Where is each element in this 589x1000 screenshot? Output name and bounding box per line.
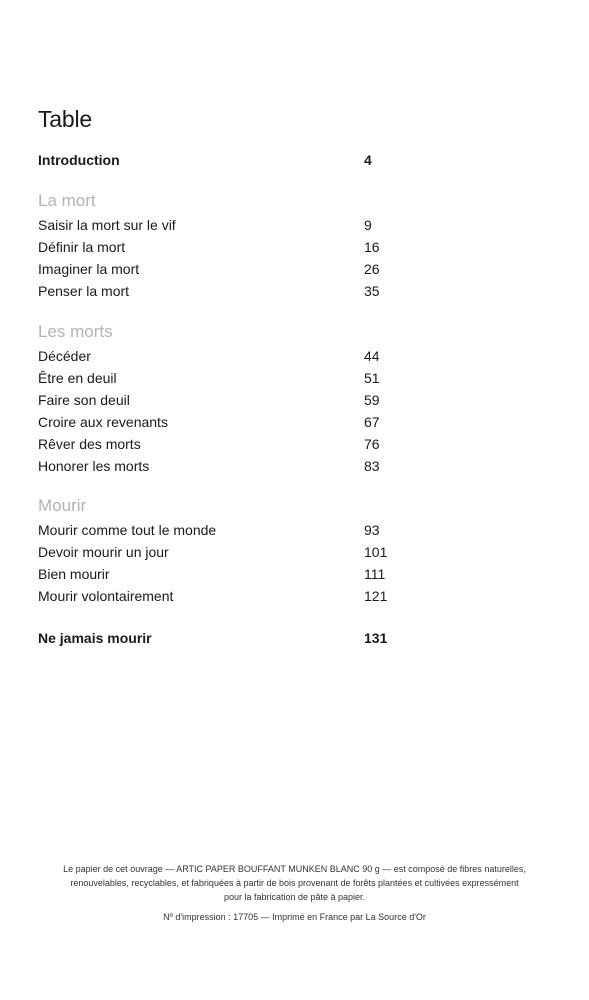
toc-entry-label: Penser la mort bbox=[38, 283, 130, 299]
toc-entry-page: 51 bbox=[364, 370, 380, 386]
toc-entry-label: Être en deuil bbox=[38, 370, 117, 386]
colophon bbox=[30, 862, 559, 924]
colophon-paper-line: renouvelables, recyclables, et fabriquées à partir de bois provenant de forêts plantées et cultivées expressément bbox=[70, 878, 519, 888]
colophon-paper-line: pour la fabrication de pâte à papier. bbox=[223, 892, 366, 902]
toc-entry-page: 35 bbox=[364, 283, 380, 299]
toc-entry[interactable] bbox=[38, 456, 398, 476]
toc-entry-label: Définir la mort bbox=[38, 239, 126, 255]
toc-entry-label: Rêver des morts bbox=[38, 436, 141, 452]
toc-entry-page: 67 bbox=[364, 414, 380, 430]
toc-entry-page: 4 bbox=[364, 152, 372, 168]
toc-entry-label: Décéder bbox=[38, 348, 91, 364]
toc-entry[interactable] bbox=[38, 259, 398, 279]
toc-entry-introduction[interactable] bbox=[38, 150, 398, 170]
toc-entry-ne-jamais-mourir[interactable] bbox=[38, 628, 398, 648]
section-heading-les-morts: Les morts bbox=[38, 322, 113, 341]
toc-entry-page: 9 bbox=[364, 217, 372, 233]
toc-entry-label: Faire son deuil bbox=[38, 392, 130, 408]
toc-entry-page: 26 bbox=[364, 261, 380, 277]
section-heading-mourir: Mourir bbox=[38, 496, 87, 515]
toc-entry-page: 101 bbox=[364, 544, 388, 560]
toc-entry-label: Bien mourir bbox=[38, 566, 110, 582]
toc-entry-page: 131 bbox=[364, 630, 388, 646]
toc-entry[interactable] bbox=[38, 564, 398, 584]
toc-entry-page: 111 bbox=[364, 566, 386, 582]
toc-entry-label: Imaginer la mort bbox=[38, 261, 140, 277]
toc-entry-label: Honorer les morts bbox=[38, 458, 150, 474]
toc-entry-label: Saisir la mort sur le vif bbox=[38, 217, 176, 233]
toc-entry-page: 83 bbox=[364, 458, 380, 474]
colophon-imprint: Nº d'impression : 17705 — Imprimé en France par La Source d'Or bbox=[163, 912, 426, 922]
section-heading-la-mort: La mort bbox=[38, 191, 96, 210]
toc-entry[interactable] bbox=[38, 237, 398, 257]
toc-entry[interactable] bbox=[38, 412, 398, 432]
toc-entry[interactable] bbox=[38, 346, 398, 366]
colophon-paper-line: Le papier de cet ouvrage — ARTIC PAPER BOUFFANT MUNKEN BLANC 90 g — est composé de fibres naturelles, bbox=[63, 864, 526, 874]
toc-entry-page: 93 bbox=[364, 522, 380, 538]
toc-entry-page: 16 bbox=[364, 239, 380, 255]
toc-entry-label: Mourir volontairement bbox=[38, 588, 174, 604]
toc-entry[interactable] bbox=[38, 368, 398, 388]
toc-entry[interactable] bbox=[38, 542, 398, 562]
toc-entry-label: Mourir comme tout le monde bbox=[38, 522, 217, 538]
toc-entry-page: 121 bbox=[364, 588, 388, 604]
toc-entry-page: 59 bbox=[364, 392, 380, 408]
toc-entry[interactable] bbox=[38, 281, 398, 301]
toc-entry-label: Devoir mourir un jour bbox=[38, 544, 169, 560]
toc-entry-label: Ne jamais mourir bbox=[38, 630, 152, 646]
toc-entry[interactable] bbox=[38, 434, 398, 454]
toc-entry[interactable] bbox=[38, 520, 398, 540]
toc-entry-label: Introduction bbox=[38, 152, 120, 168]
toc-entry[interactable] bbox=[38, 586, 398, 606]
toc-entry-page: 76 bbox=[364, 436, 380, 452]
toc-entry-label: Croire aux revenants bbox=[38, 414, 168, 430]
toc-title: Table bbox=[38, 106, 92, 132]
toc-entry-page: 44 bbox=[364, 348, 380, 364]
toc-entry[interactable] bbox=[38, 390, 398, 410]
toc-entry[interactable] bbox=[38, 215, 398, 235]
